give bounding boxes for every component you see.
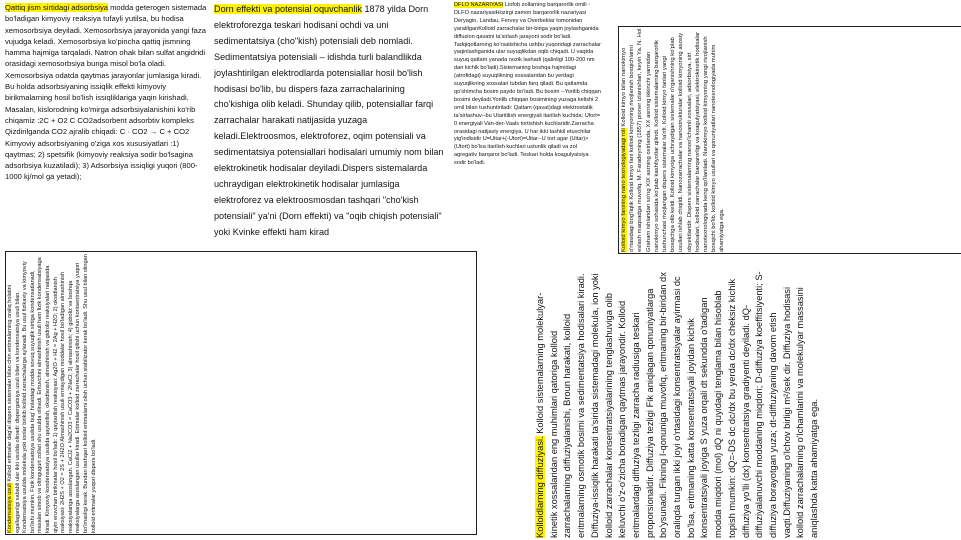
fragment-body: Kolloid kimyo bilan nanokimyo o'rtasidagi bog'liqlik Kolloid kimyo fani kolloid kimyoning rivojlanish bosqichlarini eslash maqsadga muvofiq. M. Faradeyning (1857) pioner izlanishlari, keyin Ya. N. Hol Graham ishlaridan so'ng XIX asrning oxirlarida, XX asrning ikkinchi yarmidan nanokimyo sohasida ko'plab kashfiyotlar qilindi. Kolloid sistemalarning barqarorlik tushunchasi rivojlangan dispers sistemalar ta'rifi. Kolloid kimyo fanlari yangi bosqichga olib keldi. Kolloid kimyoga uchraydigan sistemalar o'rganishning ko'plab usullari ishlab chiqildi. Nanozarrachalar va nanostrukturalar kolloid kimyoning asosiy obyektlaridir. Dispers sistemalarning nanoo'lchamli xossalari, adsorbsiya, sirt hodisalari, kolloid zarrachalar barqarorligi va koagulyatsiyasi, elektrokinetik hodisalar nanotexnologiyada keng qo'llaniladi. Nanokimyo kolloid kimyoning yangi rivojlanish bosqichi bo'lib, kolloid kimyo usullari va qonuniyatlari nanotexnologiyada muhim ahamiyatga ega. [621, 28, 726, 252]
fragment-body: Kolloid sistemalarning molekulyar-kinetik xossalaridan eng muhimlari qatoriga kolloid zarrachalarning diffuziyalanishi, Broun harakati, kolloid eritmalarning osmotik bosimi va sedimentatsiya hodisalari kiradi. Diffuziya-issiqlik harakati ta'sirida sistemadagi molekula, ion yoki kolloid zarrachalar konsentratsiyalarining tenglashuviga olib keluvchi o'z-o'zicha boradigan qaytmas jarayondir. Kolloid eritmalardagi diffuziya tezligi zarracha radiusiga teskari proporsionaldir. Diffuziya tezligi Fik aniqlagan qonuniyatlarga bo'ysunadi. Fikning I-qonuniga muvofiq, eritmaning bir-biridan dx oraliqda turgan ikki joyi o'rtasidagi konsentratsiyalar ayirmasi dc bo'lsa, eritmaning katta konsentratsiyali joyidan kichik konsentratsiyali joyiga S yuza orqali dt sekundda o'tadigan modda miqdori (mol) dQ ni quyidagi tenglama bilan hisoblab topish mumkin: dQ=-DS dc dc/dx bu yerda dc/dx cheksiz kichik diffuziya yo'lli (dx) konsentratsiya gradiyenti deyiladi. dQ-diffuziyalanuvchi moddaning miqdori; D-diffuziya koeffitsiyenti; S-diffuziya borayotgan yuza; dt-diffuziyaning davom etish vaqti.Diffuziyaning o'lchov birligi m²/sek dir. Diffuziya hodisasi kolloid zarrachalarning o'lchamlarini va molekulyar massasini aniqlashda katta ahamiyatga ega. [535, 271, 820, 538]
fragment-dorn [214, 2, 446, 262]
fragment-title: Kolloid kimyo fanining nano texnologiyadagi roli [621, 128, 627, 252]
fragment-title: DFLO NAZARIYASI [454, 2, 504, 8]
fragment-body: Liofob zollarning barqarorlik omili - DLFO nazariyasiHozirgi zamon barqarorlik nazariyasi Deryagin, Landau, Fervey va Overbeklar tomonidan yaratilganKolloid zarrachalar bir-biriga yaqin joylashganida diffuzion qavatni ta'sirlash jarayoni sodir bo'ladi. Tadqiqotlarning ko'rsatishicha ushbu yuqoridagi zarrachalar yaqinlashganida ular suyuqlikdan oqib chiqadi. U vaqtda suyuq qatlam yanada nozik lashadi (qalinligi 100-200 nm dan kichik bo'ladi).Sistemaning boshqa hajmidagi (atrofidagi) suyuqlikning xossalaridan bu yerdagi suyuqlikning xossalari tubdan farq qiladi. Bu qatlamda qo'shimcha bosim paydo bo'ladi. Bu bosim --Yorilib chiqqan bosimi deyiladi.Yorilib chiqqan bosimining yuzaga kelishi 2 omil bilan tushuntiriladi: Qatlam (qavat)dagi elektrostatik ta'sirlashuv--bu Utaritilish energiyali itarilish kuchida; Ufort= 0 energiyali Van-der-Vaals tortishish kuchlaridir.Zarracha orasidagi natijaviy energiya. U har ikki tashkil etuvchilar yig'indisidir U=Uitar+(-Utort)=Uitar--U tort agar (Uitar)>(Utort) bo'lsa itarilish kuchlari ustunlik qiladi va zol agregativ barqaror bo'ladi. Teskari holda koagulyatsiya sodir bo'ladi. [454, 2, 601, 167]
fragment-dlfo [454, 2, 601, 274]
fragment-title: Kondensatsiya usuli [7, 483, 13, 533]
fragment-adsorbsiya [5, 2, 208, 254]
fragment-body: 1878 yilda Dorn elektroforezga teskari hodisani ochdi va uni sedimentatsiya (cho"kish) potensiali deb nomladi. Sedimentatsiya potensiali – idishda turli balandlikda joylashtirilgan elektrodlarda potensiallar hosil bo'lish hodisasi bo'lib, bu dispers faza zarrachalarining cho'kishiga olib keladi. Shunday qilib, potensiallar farqi zarrachalar harakati natijasida yuzaga keladi.Elektroosmos, elektroforez, oqim potensiali va sedimentatsiya potensiallari hodisalari umumiy nom bilan elektrokinetik hodisalar deyiladi.Dispers sistemalarda uchraydigan elektrokinetik hodisalar jumlasiga elektroforez va elektroosmosdan tashqari "cho'kish potensiali" ya'ni (Dorn effekti) va "oqib chiqish potensiali" yoki Kvinke effekti ham kirad [214, 4, 444, 237]
fragment-title: Dorn effekti va potensial oquvchanlik [214, 4, 362, 14]
fragment-body: Kolloid eritmalar dag'al dispers sistemalar bilan chin eritmalarning oraliq holatini egallaganligi sababli ular ikki usulda olinadi: dispergatsiya usuli bilan va kondensatsiya usuli bilan. Kondensatsiya usulida molekula yoki ionlar birikib kolloid zarrachalarga aylanadi. Bu usul fizikaviy va kimyoviy bo'lishi mumkin. Fizik kondensatsiya usulida bug' holatdagi modda sovuq suyuqlik sirtiga kondensatlanadi, masalan simob va oltingugurt zollari shu usulda olinadi. Erituvchini almashtirish usuli ham fizik kondensatsiyaga kiradi. Kimyoviy kondensatsiya usulida qaytarilish, oksidlanish, almashinish va gidroliz reaksiyalari natijasida qiyin eruvchan birikmalar hosil bo'ladi: 1) qaytarilish reaksiyasi: Ag2O + H2 = 2Ag + H2O; 2) oksidlanish reaksiyasi: 2H2S + O2 = 2S + 2H2O Almashinish usuli ermaydigan moddalar hosil bo'ladigan almashinish reaksiyalariga asoslangan. CaCl2 + Na2CO3 = CaCO3 + 2NaCl; 3) almashinish; 4) gidroliz va boshqa reaksiyalarga asoslangan usullar kiradi. Eritmalar kolloid zarrachalar hosil qilishi uchun kontsentratsiya yuqori bo'lmasligi kerak. Bundan tashqari kolloid eritmalarni olish uchun stabilizator kerak bo'ladi. Shu usul bilan olingan kolloid eritmalar yuqori dispers bo'ladi. [7, 254, 97, 533]
fragment-title: Qattiq jism sirtidagi adsorbsiya [5, 3, 108, 12]
fragment-nano [618, 26, 961, 254]
fragment-body: modda geterogen sistemada bo'ladigan kimyoviy reaksiya tufayli yutilsa, bu hodisa xemosorbsiya deyiladi. Xemosorbsiya jarayonida yangi faza vujudga keladi. Xemosorbsiya ko'pincha qattiq jismning hamma hajmiga tarqaladi. Natron ohak bilan sulfat angidridi orasidagi xemosorbsiya bunga misol bo'la oladi. Xemosorbsiya odatda qaytmas jarayonlar jumlasiga kiradi. Bu holda adsorbsiyaning issiqlik effekti kimyoviy birikmalarning hosil bo'lish issiqliklariga yaqin kirishadi. Masalan, kislorodning ko'mirga adsorbsiyalanishini ko'rib chiqamiz :2C + O2 C CO2adsorbent adsorbtiv kompleks Qizdirilganda CO2 ajralib chiqadi: C · CO2 → C + CO2 Kimyoviy adsorbsiyaning o'ziga xos xususiyatlari :1) qaytmas; 2) spetsifik (kimyoviy reaksiya sodir bo'lsagina adsorbsiya kuzatiladi); 3) Adsorbsiya issiqligi yuqori (800-1000 kj/mol ga yetadi); [5, 3, 207, 182]
fragment-kondensatsiya [5, 251, 477, 535]
fragment-title: Kolloidlarning diffuziyasi. [535, 436, 545, 538]
fragment-diffuziya [534, 270, 946, 538]
